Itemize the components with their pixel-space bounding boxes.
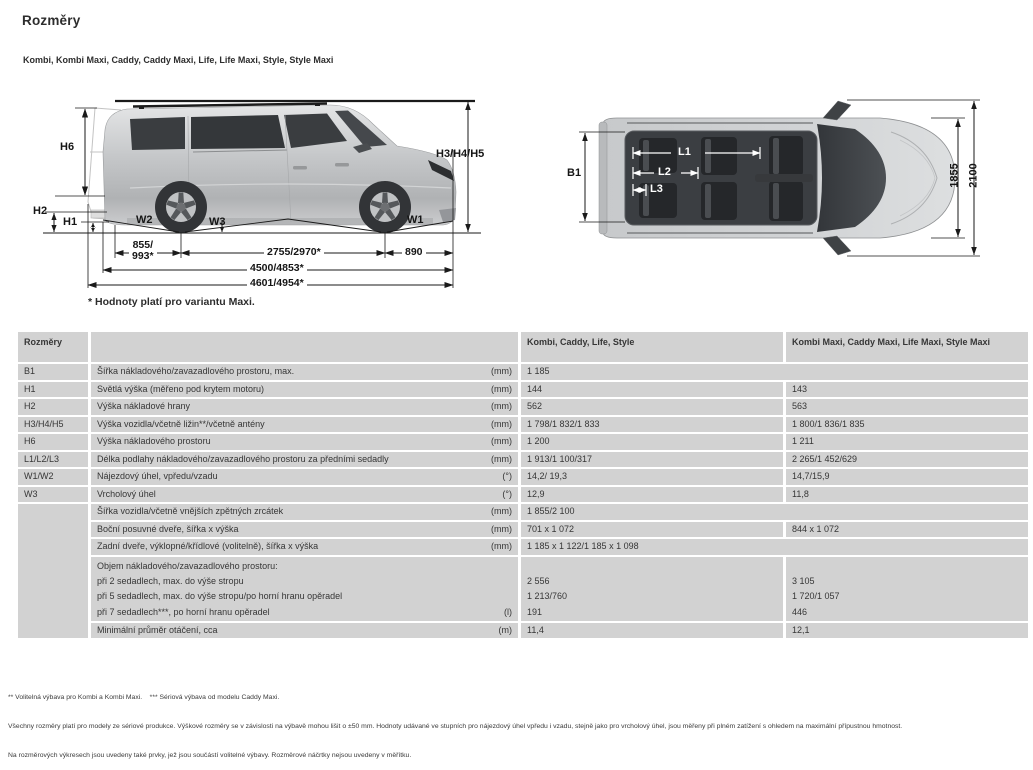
dimension-wheelbase: 2755/2970* <box>264 247 324 258</box>
col-header-rozmery: Rozměry <box>18 332 88 362</box>
row-value: 11,4 <box>521 623 783 639</box>
dimension-length-total: 4601/4954* <box>247 278 307 289</box>
row-value: 3 105 1 720/1 057 446 <box>786 557 1028 621</box>
col-header-desc <box>91 332 518 362</box>
row-value-span: 1 185 x 1 122/1 185 x 1 098 <box>521 539 1028 555</box>
row-desc: Vrcholový úhel (°) <box>91 487 518 503</box>
row-desc: Délka podlahy nákladového/zavazadlového prostoru za předními sedadly (mm) <box>91 452 518 468</box>
maxi-footnote: * Hodnoty platí pro variantu Maxi. <box>88 296 255 308</box>
row-value: 1 913/1 100/317 <box>521 452 783 468</box>
row-code-merged <box>18 504 88 638</box>
row-desc: Nájezdový úhel, vpředu/vzadu (°) <box>91 469 518 485</box>
footnote-line-1: ** Volitelná výbava pro Kombi a Kombi Maxi. *** Sériová výbava od modelu Caddy Maxi. <box>8 694 280 702</box>
dimension-front-overhang: 890 <box>402 247 426 258</box>
row-value: 701 x 1 072 <box>521 522 783 538</box>
row-code: B1 <box>18 364 88 380</box>
row-code: H3/H4/H5 <box>18 417 88 433</box>
row-value: 844 x 1 072 <box>786 522 1028 538</box>
row-desc: Objem nákladového/zavazadlového prostoru: při 2 sedadlech, max. do výše stropu při 5 sedadlech, max. do výše stropu/po horní hranu opěradel při 7 sedadlech***, po horní hranu opěradel (l) <box>91 557 518 621</box>
row-desc: Boční posuvné dveře, šířka x výška (mm) <box>91 522 518 538</box>
label-h1: H1 <box>63 216 78 228</box>
row-value: 563 <box>786 399 1028 415</box>
row-value: 562 <box>521 399 783 415</box>
label-l2: L2 <box>658 166 671 178</box>
row-value-span: 1 185 <box>521 364 1028 380</box>
row-code: L1/L2/L3 <box>18 452 88 468</box>
label-h2: H2 <box>33 205 48 217</box>
row-value: 2 265/1 452/629 <box>786 452 1028 468</box>
row-code: W1/W2 <box>18 469 88 485</box>
label-w1: W1 <box>407 214 424 226</box>
label-w2: W2 <box>136 214 153 226</box>
label-h3-h4-h5: H3/H4/H5 <box>436 148 485 160</box>
dimensions-table <box>18 332 1028 638</box>
footnotes <box>8 674 1028 770</box>
row-value: 1 798/1 832/1 833 <box>521 417 783 433</box>
row-code: H6 <box>18 434 88 450</box>
rear-wheel <box>155 181 207 233</box>
col-header-maxi: Kombi Maxi, Caddy Maxi, Life Maxi, Style Maxi <box>786 332 1028 362</box>
dimension-length-body: 4500/4853* <box>247 263 307 274</box>
row-desc: Světlá výška (měřeno pod krytem motoru) (mm) <box>91 382 518 398</box>
row-value-span: 1 855/2 100 <box>521 504 1028 520</box>
row-value: 14,2/ 19,3 <box>521 469 783 485</box>
row-value: 144 <box>521 382 783 398</box>
footnote-line-2: Všechny rozměry platí pro modely ze sériové produkce. Výškové rozměry se v závislosti na výbavě mohou lišit o ±50 mm. Hodnoty udávané ve stupních pro nájezdový úhel vpředu i vzadu, stejně jako pro vrcholový úhel, jsou měřeny při plném zatížení s ohledem na maximální přípustnou hmotnost. <box>8 722 903 730</box>
label-b1: B1 <box>567 167 582 179</box>
dimension-rear-overhang: 855/ 993* <box>129 240 157 262</box>
label-l3: L3 <box>650 183 663 195</box>
page-title: Rozměry <box>22 13 81 28</box>
col-header-standard: Kombi, Caddy, Life, Style <box>521 332 783 362</box>
row-value: 2 556 1 213/760 191 <box>521 557 783 621</box>
row-desc: Zadní dveře, výklopné/křídlové (volitelně), šířka x výška (mm) <box>91 539 518 555</box>
row-code: H2 <box>18 399 88 415</box>
row-desc: Minimální průměr otáčení, cca (m) <box>91 623 518 639</box>
row-value: 12,1 <box>786 623 1028 639</box>
row-desc: Výška nákladového prostoru (mm) <box>91 434 518 450</box>
label-w3: W3 <box>209 216 226 228</box>
label-h6: H6 <box>60 141 75 153</box>
row-desc: Šířka vozidla/včetně vnějších zpětných zrcátek (mm) <box>91 504 518 520</box>
label-width-mirrors: 2100 <box>967 163 980 188</box>
row-value: 1 211 <box>786 434 1028 450</box>
top-view-car <box>599 101 955 255</box>
row-code: H1 <box>18 382 88 398</box>
row-value: 14,7/15,9 <box>786 469 1028 485</box>
row-value: 143 <box>786 382 1028 398</box>
label-l1: L1 <box>678 146 691 158</box>
front-wheel <box>359 181 411 233</box>
row-desc: Výška vozidla/včetně ližin**/včetně antény (mm) <box>91 417 518 433</box>
row-desc: Šířka nákladového/zavazadlového prostoru, max. (mm) <box>91 364 518 380</box>
row-value: 1 200 <box>521 434 783 450</box>
label-width-body: 1855 <box>948 163 961 188</box>
footnote-line-3: Na rozměrových výkresech jsou uvedeny také prvky, jež jsou součástí volitelné výbavy. Rozměrové náčrtky nejsou uvedeny v měřítku. <box>8 751 412 759</box>
row-desc: Výška nákladové hrany (mm) <box>91 399 518 415</box>
row-code: W3 <box>18 487 88 503</box>
row-value: 12,9 <box>521 487 783 503</box>
model-list-subtitle: Kombi, Kombi Maxi, Caddy, Caddy Maxi, Life, Life Maxi, Style, Style Maxi <box>23 55 334 65</box>
row-value: 1 800/1 836/1 835 <box>786 417 1028 433</box>
row-value: 11,8 <box>786 487 1028 503</box>
